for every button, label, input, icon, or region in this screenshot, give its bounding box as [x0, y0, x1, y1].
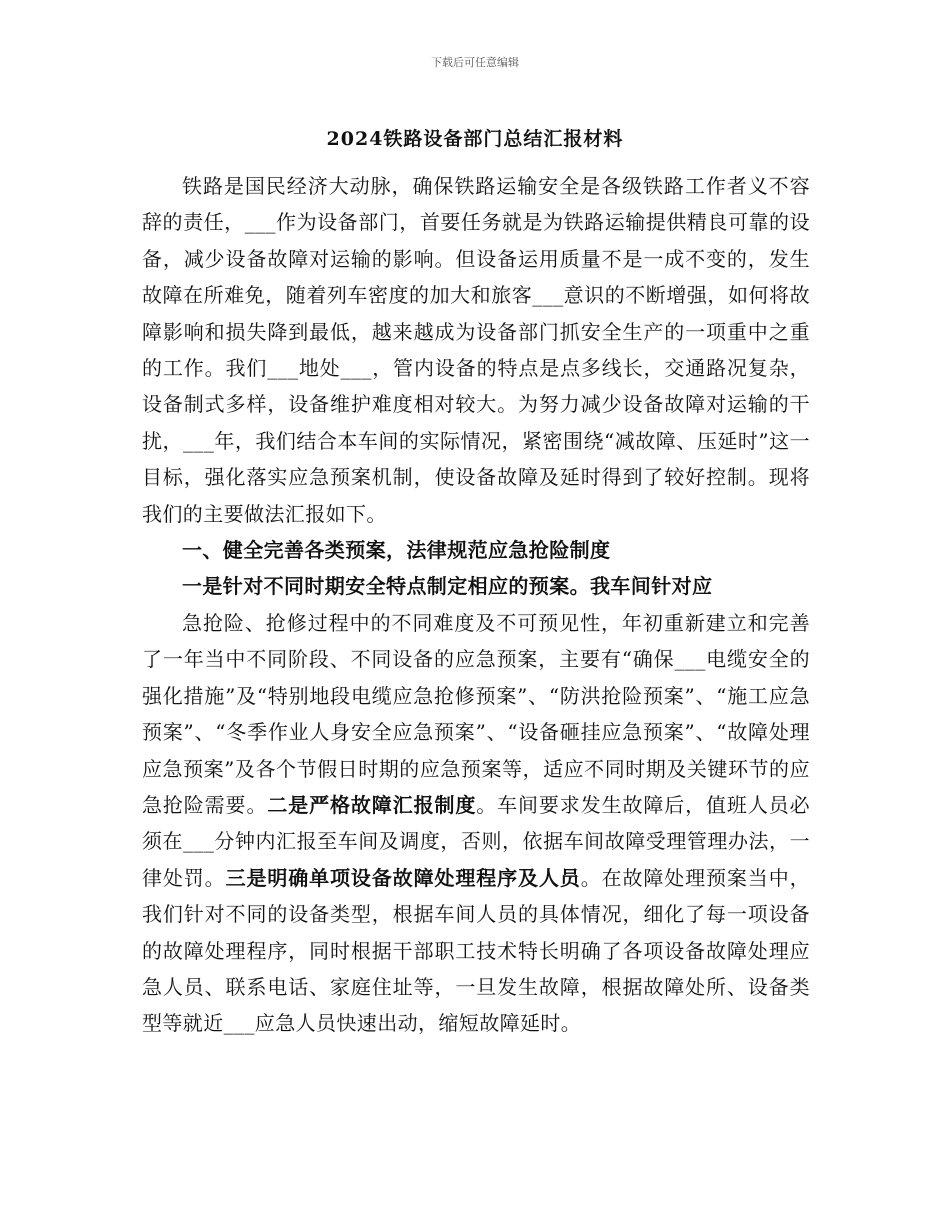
paragraph-measures-text-1: 急抢险、抢修过程中的不同难度及不可预见性，年初重新建立和完善了一年当中不同阶段、不同设备的应急预案，主要有“确保___电缆安全的强化措施”及“特别地段电缆应急抢修预案”、“防洪抢险预案”、“施工应急预案”、“冬季作业人身安全应急预案”、“设备砸挂应急预案”、“故障处理应急预案”及各个节假日时期的应急预案等，适应不同时期及关键环节的应急抢险需要。: [142, 610, 810, 817]
paragraph-measures-text-2: 。车间要求发生故障后，值班人员必须在___分钟内汇报至车间及调度，否则，依据车间故障受理管理办法，一律处罚。: [142, 792, 810, 890]
paragraph-measures-text-3: 。在故障处理预案当中，我们针对不同的设备类型，根据车间人员的具体情况，细化了每一项设备的故障处理程序，同时根据干部职工技术特长明确了各项设备故障处理应急人员、联系电话、家庭住址等，一旦发生故障，根据故障处所、设备类型等就近___应急人员快速出动，缩短故障延时。: [142, 865, 810, 1036]
point-3-heading: 三是明确单项设备故障处理程序及人员: [225, 865, 581, 890]
header-note: 下载后可任意编辑: [431, 56, 519, 69]
paragraph-intro: 铁路是国民经济大动脉，确保铁路运输安全是各级铁路工作者义不容辞的责任，___作为设备部门，首要任务就是为铁路运输提供精良可靠的设备，减少设备故障对运输的影响。但设备运用质量不是一成不变的，发生故障在所难免，随着列车密度的加大和旅客___意识的不断增强，如何将故障影响和损失降到最低，越来越成为设备部门抓安全生产的一项重中之重的工作。我们___地处___，管内设备的特点是点多线长，交通路况复杂，设备制式多样，设备维护难度相对较大。为努力减少设备故障对运输的干扰，___年，我们结合本车间的实际情况，紧密围绕“减故障、压延时”这一目标，强化落实应急预案机制，使设备故障及延时得到了较好控制。现将我们的主要做法汇报如下。: [142, 174, 810, 526]
point-2-heading: 二是严格故障汇报制度: [267, 792, 477, 817]
document-title: 2024铁路设备部门总结汇报材料: [326, 128, 624, 150]
document-body: [142, 168, 810, 1042]
section-heading-1: 一、健全完善各类预案，法律规范应急抢险制度: [182, 538, 611, 563]
subsection-heading-1: 一是针对不同时期安全特点制定相应的预案。我车间针对应: [182, 574, 713, 599]
paragraph-measures: [142, 605, 810, 1042]
